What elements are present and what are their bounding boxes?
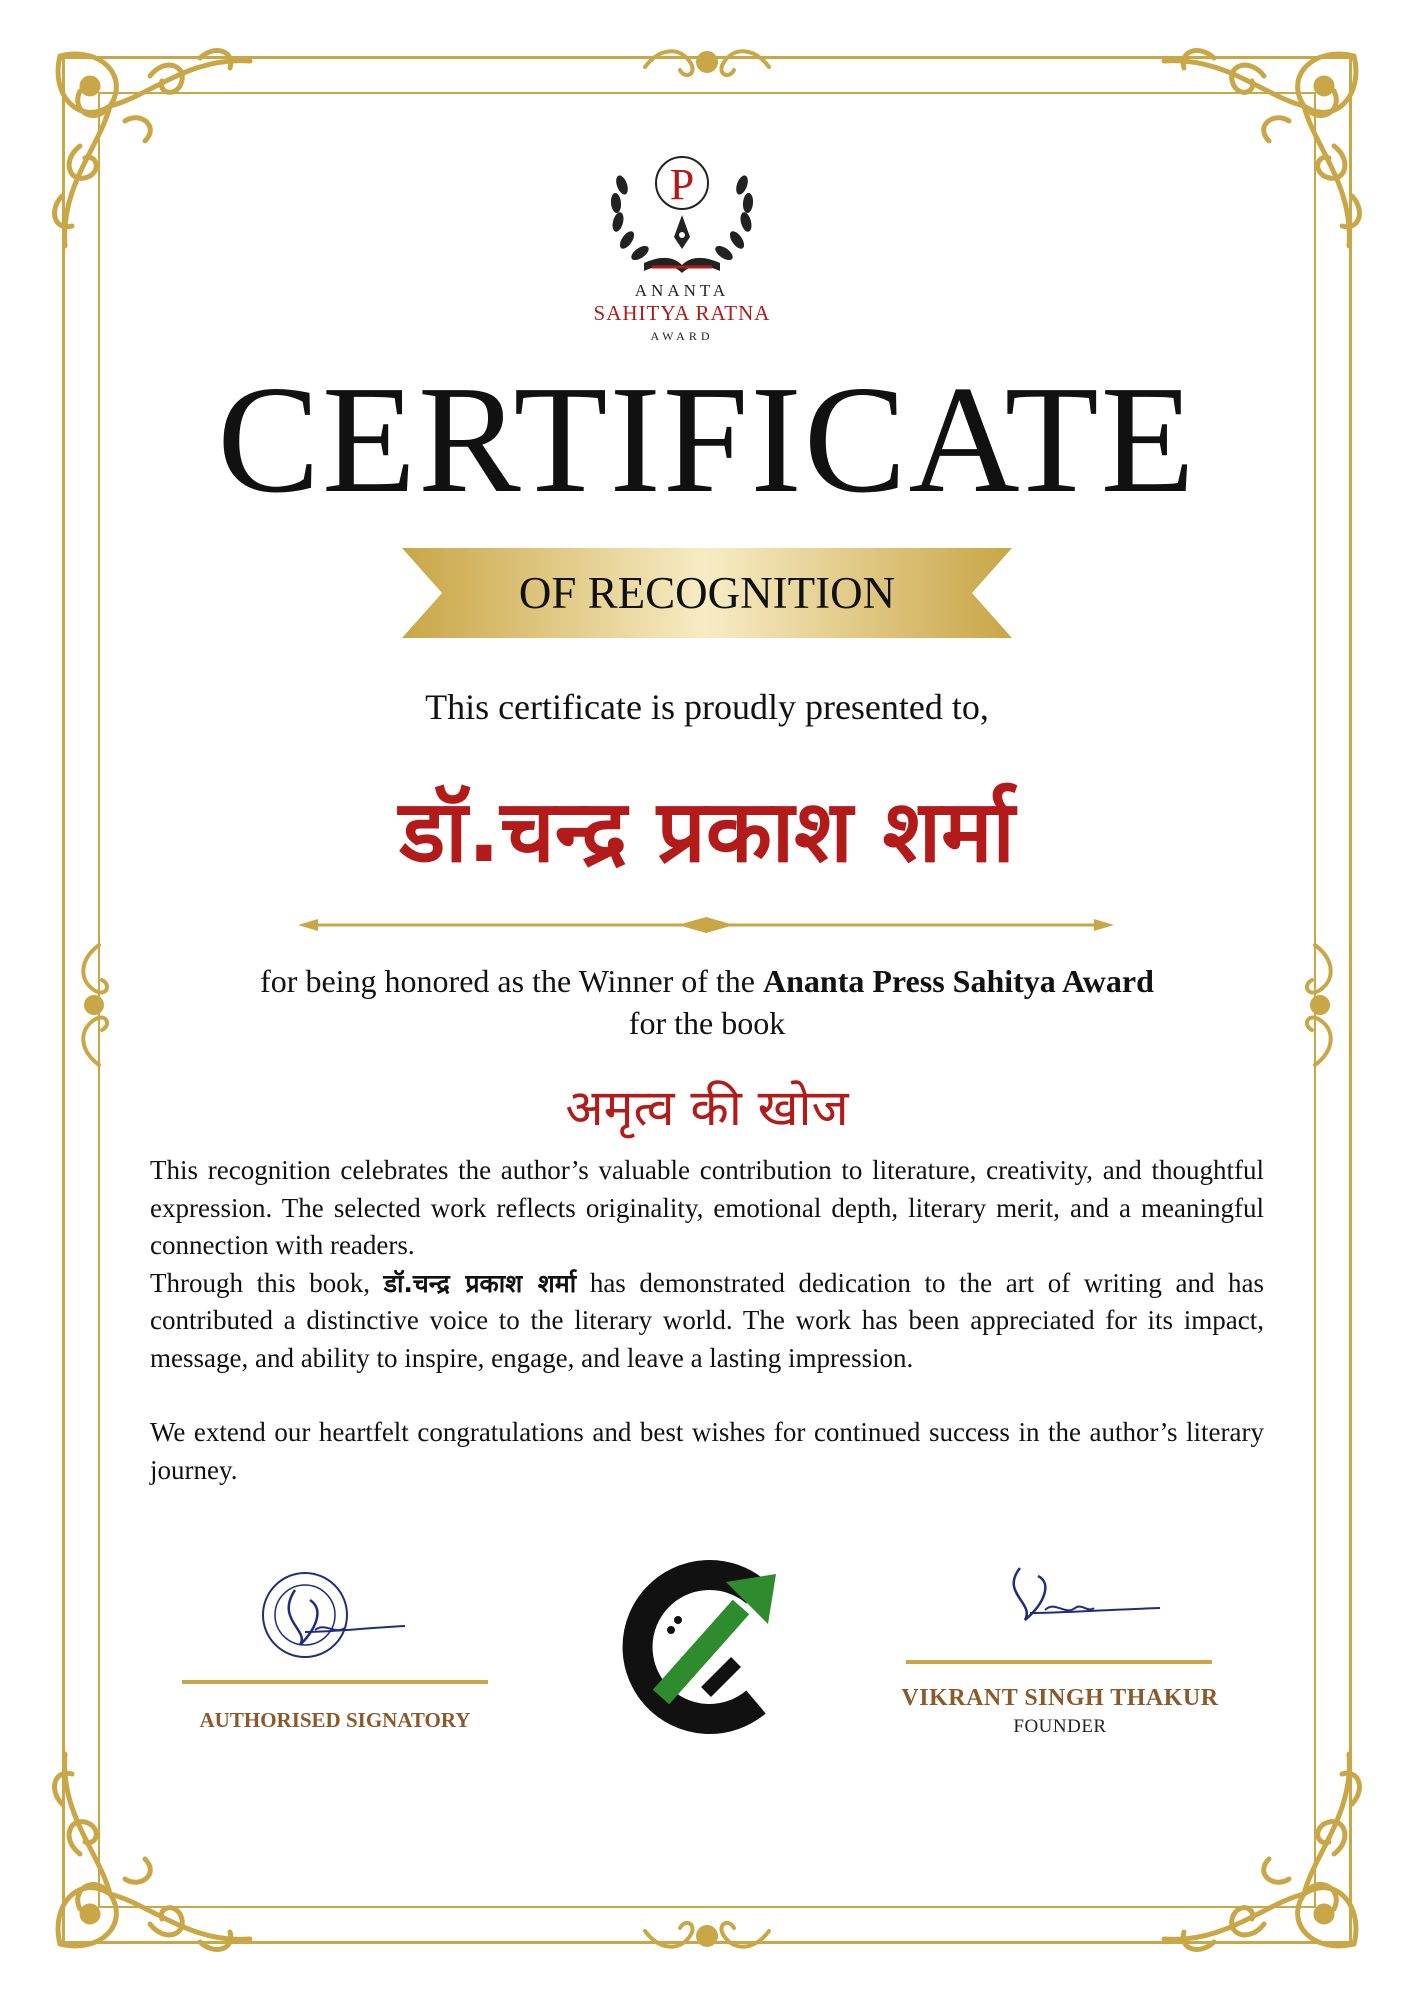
para2-author-name: डॉ.चन्द्र प्रकाश शर्मा <box>383 1268 577 1298</box>
logo-text-ananta: ANANTA <box>634 281 730 300</box>
award-logo <box>582 145 782 365</box>
honor-statement <box>140 960 1274 1044</box>
award-name: Ananta Press Sahitya Award <box>763 963 1154 999</box>
para2-start: Through this book, <box>150 1267 370 1298</box>
honor-prefix: for being honored as the Winner of the <box>260 963 755 999</box>
founder-signature <box>990 1558 1170 1628</box>
logo-text-award: AWARD <box>650 329 714 343</box>
book-title: अमृत्व की खोज <box>565 1079 849 1137</box>
presented-to-text: This certificate is proudly presented to, <box>425 687 989 727</box>
corner-ornament-bottom-right <box>1144 1734 1374 1964</box>
top-flourish-ornament <box>640 42 774 82</box>
svg-text:P: P <box>669 160 695 209</box>
corner-ornament-bottom-left <box>40 1734 270 1964</box>
banner-text: OF RECOGNITION <box>518 568 896 618</box>
right-signature-line <box>906 1660 1212 1664</box>
left-flourish-ornament <box>74 940 114 1070</box>
corner-ornament-top-left <box>40 36 270 266</box>
laurel-pen-emblem <box>582 145 782 285</box>
ananta-press-stamp <box>255 1560 415 1670</box>
para2-end: has demonstrated dedication to the art of writing and has contributed a distinctive voice to the literary world. The work has been appreciated for its impact, message, and ability to inspire, engage, and leave a lasting impression. <box>150 1267 1265 1373</box>
corner-ornament-top-right <box>1144 36 1374 266</box>
body-text <box>150 1152 1264 1489</box>
body-paragraph-1: This recognition celebrates the author’s valuable contribution to literature, creativity, and thoughtful expression. The selected work reflects originality, emotional depth, literary merit, and a meaningful connection with readers. <box>150 1155 1264 1260</box>
authorised-signatory-label: AUTHORISED SIGNATORY <box>199 1708 471 1732</box>
left-signature-line <box>182 1680 488 1684</box>
recipient-name: डॉ.चन्द्र प्रकाश शर्मा <box>399 782 1015 882</box>
body-paragraph-2 <box>150 1265 1264 1378</box>
honor-suffix: for the book <box>628 1005 786 1041</box>
founder-title: FOUNDER <box>1013 1716 1107 1737</box>
body-paragraph-3: We extend our heartfelt congratulations and best wishes for continued success in the author’s literary journey. <box>150 1417 1264 1485</box>
certificate-title: CERTIFICATE <box>217 355 1197 525</box>
ananta-press-logo <box>606 1552 796 1742</box>
bottom-flourish-ornament <box>640 1916 774 1956</box>
founder-name: VIKRANT SINGH THAKUR <box>901 1685 1219 1711</box>
logo-text-sahitya-ratna: SAHITYA RATNA <box>593 301 771 325</box>
right-flourish-ornament <box>1300 940 1340 1070</box>
ornamental-divider <box>298 915 1114 935</box>
